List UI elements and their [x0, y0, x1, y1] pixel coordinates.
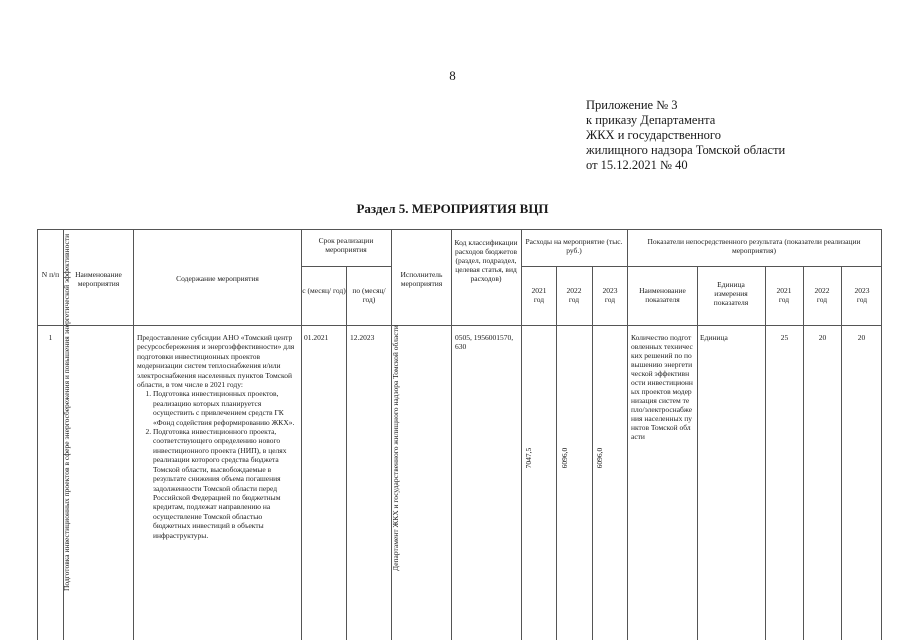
header-ind-2022: 2022 год [814, 286, 830, 304]
col-border [697, 266, 698, 640]
appendix-line-2: к приказу Департамента [586, 113, 716, 127]
header-period: Срок реализации мероприятия [318, 236, 374, 254]
row-period-from: 01.2021 [304, 333, 329, 342]
row-content [137, 333, 297, 540]
col-border [881, 229, 882, 640]
page-number: 8 [449, 68, 456, 83]
col-border [592, 266, 593, 640]
row-exp-2023: 6096,0 [595, 447, 604, 469]
header-expenses: Расходы на мероприятие (тыс. руб.) [525, 237, 623, 255]
col-border [451, 229, 452, 640]
row-num: 1 [48, 333, 53, 342]
header-ind-name: Наименование показателя [639, 286, 686, 304]
header-exp-2021: 2021 год [531, 286, 547, 304]
header-ind-2021: 2021 год [776, 286, 792, 304]
row-indicator-2023: 20 [857, 333, 866, 342]
col-border [346, 266, 347, 640]
header-name: Наименование мероприятия [75, 270, 122, 288]
col-border [841, 266, 842, 640]
header-exp-2022: 2022 год [566, 286, 582, 304]
content-item: 2. Подготовка инвестиционного проекта, соответствующего определению нового инвестиционного проекта (НИП), в целях реализации которого средства бюджета Томской области, высвобождаемые в результате снижения объема погашения задолженности Томской области перед Российской Федерацией по бюджетным кредитам, подлежат направлению на осуществление Томской областью бюджетных инвестиций в объекты инфраструктуры. [153, 427, 297, 540]
row-code: 0505, 1956001570, 630 [455, 333, 514, 351]
row-exp-2021: 7047,5 [524, 447, 533, 469]
content-item: 1. Подготовка инвестиционных проектов, реализацию которых планируется осуществить с привлечением средств ГК «Фонд содействия реформированию ЖКХ». [153, 389, 297, 427]
row-indicator-2021: 25 [780, 333, 789, 342]
col-border [556, 266, 557, 640]
row-executor: Департамент ЖКХ и государственного жилищного надзора Томской области [391, 325, 400, 571]
appendix-line-5: от 15.12.2021 № 40 [586, 158, 688, 172]
header-period-from: с (месяц/ год) [302, 286, 346, 295]
col-border [133, 229, 134, 640]
row-measure-name: Подготовка инвестиционных проектов в сфере энергосбережения и повышения энергетической эффективности [62, 233, 71, 591]
row-indicator-name: Количество подготовленных технических решений по повышению энергетической эффективности инвестиционных проектов модернизация систем тепло/электроснабжения населенных пунктов Томской области [631, 333, 693, 441]
header-indicators: Показатели непосредственного результата (показатели реализации мероприятия) [647, 237, 861, 255]
header-ind-2023: 2023 год [854, 286, 870, 304]
row-indicator-unit: Единица [700, 333, 728, 342]
section-title: Раздел 5. МЕРОПРИЯТИЯ ВЦП [356, 201, 549, 216]
table-border-top [37, 229, 881, 230]
col-border [765, 266, 766, 640]
col-border [803, 266, 804, 640]
content-intro: Предоставление субсидии АНО «Томский центр ресурсосбережения и энергоэффективности» для подготовки инвестиционных проектов модернизации систем теплоснабжения и/или электроснабжения населенных пунктов Томской области, в том числе в 2021 году: [137, 333, 295, 390]
indicators-subheader-line [627, 266, 881, 267]
header-exp-2023: 2023 год [602, 286, 618, 304]
header-period-to: по (месяц/ год) [352, 286, 386, 304]
appendix-line-3: ЖКХ и государственного [586, 128, 721, 142]
col-border [521, 229, 522, 640]
header-bottom-line [37, 325, 881, 326]
header-code: Код классификации расходов бюджетов (раздел, подраздел, целевая статья, вид расходов) [454, 238, 518, 283]
row-period-to: 12.2023 [350, 333, 375, 342]
row-indicator-2022: 20 [818, 333, 827, 342]
row-exp-2022: 6096,0 [560, 447, 569, 469]
appendix-line-1: Приложение № 3 [586, 98, 678, 112]
content-list [137, 389, 297, 540]
header-executor: Исполнитель мероприятия [400, 270, 443, 288]
header-num: N п/п [41, 270, 60, 279]
appendix-line-4: жилищного надзора Томской области [586, 143, 786, 157]
header-content: Содержание мероприятия [176, 274, 259, 283]
col-border [37, 229, 38, 640]
expenses-subheader-line [521, 266, 627, 267]
header-ind-unit: Единица измерения показателя [713, 280, 749, 307]
